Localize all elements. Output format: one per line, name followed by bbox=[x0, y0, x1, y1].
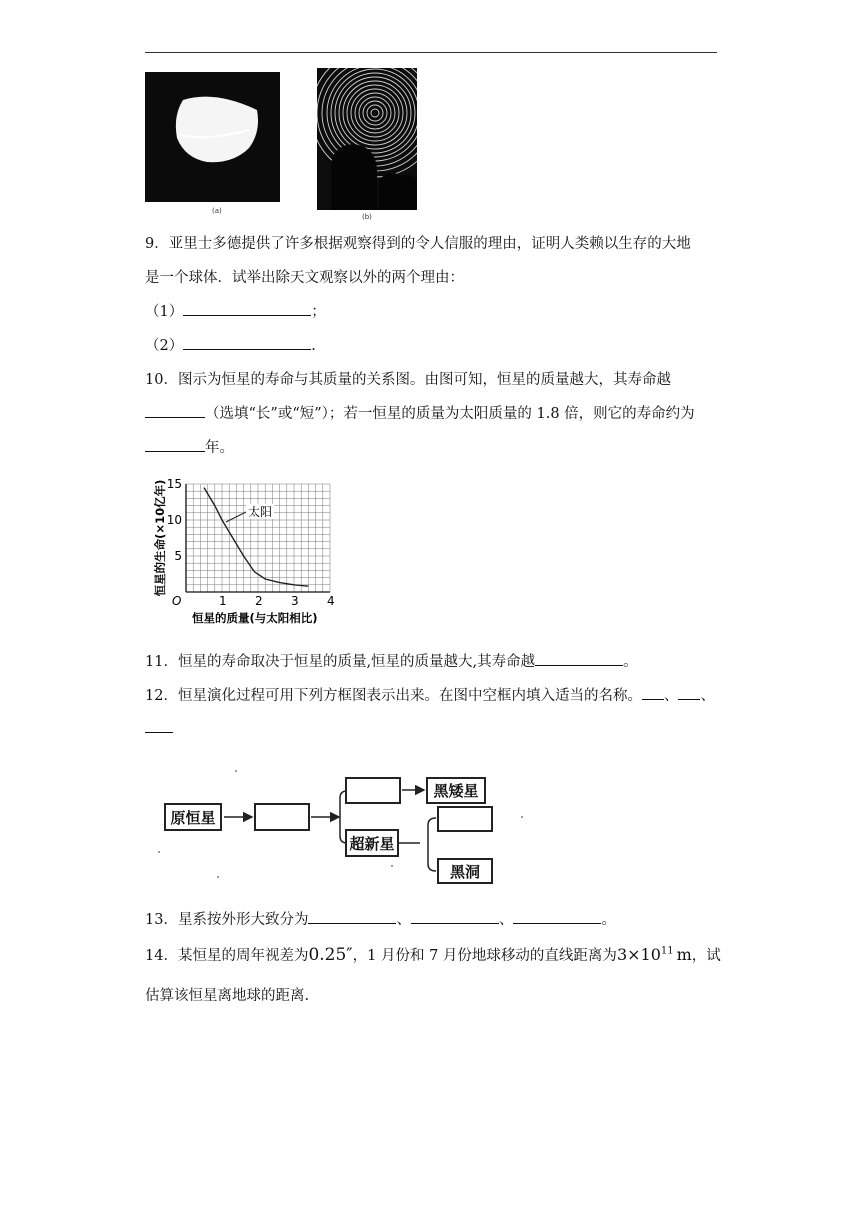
q9-line1: 9．亚里士多德提供了许多根据观察得到的令人信服的理由，证明人类赖以生存的大地 bbox=[145, 236, 691, 252]
q14-parallax: 0.25″ bbox=[308, 945, 353, 965]
q13-sep1: 、 bbox=[396, 912, 411, 928]
caption-b: (b) bbox=[362, 213, 372, 221]
box-supernova: 超新星 bbox=[345, 829, 399, 857]
box-empty-upper[interactable] bbox=[345, 777, 401, 804]
q13-sep2: 、 bbox=[498, 912, 514, 928]
q10-line1: 10．图示为恒星的寿命与其质量的关系图。由图可知，恒星的质量越大，其寿命越 bbox=[145, 372, 671, 388]
caption-a: (a) bbox=[212, 207, 222, 215]
y-tick-label: 15 bbox=[166, 477, 182, 491]
x-tick-label: 2 bbox=[255, 594, 263, 608]
y-tick-label: 10 bbox=[166, 513, 182, 527]
box-black-dwarf: 黑矮星 bbox=[426, 777, 486, 804]
q13-end: 。 bbox=[601, 912, 616, 928]
q14-distance-base: 3×10 bbox=[616, 945, 661, 964]
q13-answer2-blank[interactable] bbox=[411, 909, 499, 924]
q9-item1-end: ； bbox=[311, 304, 326, 320]
q14-part1: 14．某恒星的周年视差为 bbox=[145, 948, 309, 964]
q9-item2-label: （2） bbox=[145, 338, 184, 354]
q14-distance-unit: m bbox=[676, 945, 692, 964]
x-tick-label: 1 bbox=[219, 594, 227, 608]
q11-text: 11．恒星的寿命取决于恒星的质量,恒星的质量越大,其寿命越 bbox=[145, 654, 536, 670]
y-tick-label: 5 bbox=[174, 549, 182, 563]
q14-line1 bbox=[145, 944, 721, 965]
q10-line2-text: （选填“长”或“短”）；若一恒星的质量为太阳质量的 1.8 倍，则它的寿命约为 bbox=[205, 406, 695, 422]
annotation-label: 太阳 bbox=[248, 505, 273, 519]
q12-text: 12．恒星演化过程可用下列方框图表示出来。在图中空框内填入适当的名称。 bbox=[145, 688, 642, 704]
q13-line bbox=[145, 908, 616, 929]
q14-line2: 估算该恒星离地球的距离. bbox=[145, 988, 310, 1004]
x-tick-label: 3 bbox=[291, 594, 299, 608]
box-protostar: 原恒星 bbox=[164, 803, 222, 831]
q14-part2: ，1 月份和 7 月份地球移动的直线距离为 bbox=[352, 948, 617, 964]
box-black-hole: 黑洞 bbox=[437, 858, 493, 884]
q12-sep2: 、 bbox=[700, 688, 715, 704]
box-empty-stage2[interactable] bbox=[254, 803, 310, 831]
origin-label: O bbox=[172, 594, 182, 608]
x-tick-label: 4 bbox=[327, 594, 335, 608]
q12-sep1: 、 bbox=[663, 688, 679, 704]
q14-distance bbox=[617, 945, 692, 964]
box-empty-lower[interactable] bbox=[437, 806, 493, 832]
y-axis-label: 恒星的生命(×10亿年) bbox=[153, 479, 167, 597]
q14-distance-exp: 11 bbox=[660, 945, 674, 957]
q9-line2: 是一个球体．试举出除天文观察以外的两个理由： bbox=[145, 270, 464, 286]
q9-item2-end: . bbox=[311, 338, 316, 354]
q14-part3: ，试 bbox=[691, 948, 721, 964]
q9-item1-label: （1） bbox=[145, 304, 184, 320]
x-axis-label: 恒星的质量(与太阳相比) bbox=[192, 611, 318, 624]
q13-text: 13．星系按外形大致分为 bbox=[145, 912, 309, 928]
q13-answer3-blank[interactable] bbox=[513, 909, 601, 924]
q11-end: 。 bbox=[623, 654, 638, 670]
q13-answer1-blank[interactable] bbox=[308, 909, 396, 924]
q10-line3-text: 年。 bbox=[205, 440, 234, 456]
